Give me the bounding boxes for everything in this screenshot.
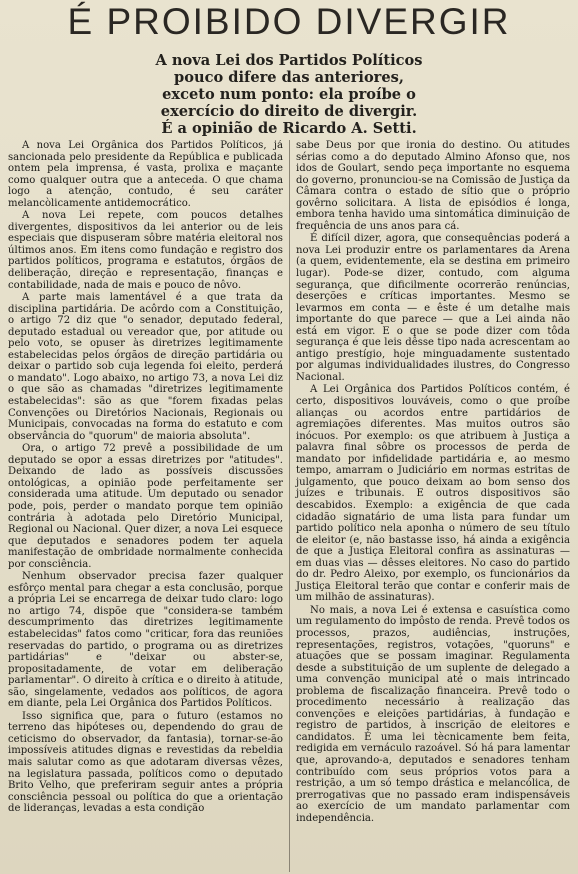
deck-subheading <box>8 52 570 137</box>
article-paragraph: Ora, o artigo 72 prevê a possibilidade de um deputado se opor a essas diretrizes por "atitudes". Deixando de lado as possíveis discussões ontológicas, a opinião pode perfeitamente ser considerada uma atitude. Um deputado ou senador pode, pois, perder o mandato porque tem opinião contrária à adotada pelo Diretório Municipal, Regional ou Nacional. Quer dizer, a nova Lei esquece que deputados e senadores podem ter aquela manifestação de ombridade normalmente conhecida por consciência. <box>8 443 283 570</box>
article-paragraph: No mais, a nova Lei é extensa e casuística como um regulamento do impôsto de renda. Prevê todos os processos, prazos, audiências, instruções, representações, registros, votações, "quoruns" e atuações que se possam imaginar. Regulamenta desde a substituição de um suplente de delegado a uma convenção municipal até o mais intrincado problema de fiscalização financeira. Prevê todo o procedimento necessário à realização das convenções e eleições partidárias, à fundação e registro de partidos, à inscrição de eleitores e candidatos. É uma lei tècnicamente bem feita, redigida em vernáculo razoável. Só há para lamentar que, aprovando-a, deputados e senadores tenham contribuído com seus próprios votos para a restrição, a um só tempo drástica e melancólica, de prerrogativas que no passado eram indispensáveis ao exercício de um mandato parlamentar com independência. <box>296 604 570 824</box>
article-column-right <box>289 140 570 872</box>
article-paragraph: É difícil dizer, agora, que consequências poderá a nova Lei produzir entre os parlamentares da Arena (a quem, evidentemente, ela se destina em primeiro lugar). Pode-se dizer, contudo, com alguma segurança, que dificilmente ocorrerão renúncias, deserções e críticas importantes. Mesmo se levarmos em conta — e êste é um detalhe mais importante do que parece — que a Lei ainda não está em vigor. E o que se pode dizer com tôda segurança é que leis dêsse tipo nada acrescentam ao antigo prestígio, hoje minguadamente sustentado por algumas individualidades ilustres, do Congresso Nacional. <box>296 233 570 383</box>
headline: É PROIBIDO DIVERGIR <box>67 1 511 42</box>
article-paragraph: A nova Lei Orgânica dos Partidos Políticos, já sancionada pelo presidente da República e publicada ontem pela imprensa, é vasta, prolixa e maçante como qualquer outra que a anteceda. O que chama logo a atenção, contudo, é seu caráter melancòlicamente antidemocrático. <box>8 140 283 209</box>
deck-line: exceto num ponto: ela proíbe o <box>162 86 416 103</box>
article-column-left <box>8 140 289 872</box>
deck-line: exercício do direito de divergir. <box>160 103 418 120</box>
article-paragraph: A parte mais lamentável é a que trata da disciplina partidária. De acôrdo com a Constituição, o artigo 72 diz que "o senador, deputado federal, deputado estadual ou vereador que, por atitude ou pelo voto, se opuser às diretrizes legitimamente estabelecidas pelos órgãos de direção partidária ou deixar o partido sob cuja legenda foi eleito, perderá o mandato". Logo abaixo, no artigo 73, a nova Lei diz o que são as chamadas "diretrizes legitimamente estabelecidas": são as que "forem fixadas pelas Convenções ou Diretórios Nacionais, Regionais ou Municipais, convocadas na forma do estatuto e com observância do "quorum" de maioria absoluta". <box>8 292 283 442</box>
article-body <box>8 140 570 872</box>
article-paragraph: Nenhum observador precisa fazer qualquer esfôrço mental para chegar a esta conclusão, porque a própria Lei se encarrega de deixar tudo claro: logo no artigo 74, dispõe que "considera-se também descumprimento das diretrizes legitimamente estabelecidas" fatos como "criticar, fora das reuniões reservadas do partido, o programa ou as diretrizes partidárias" e "deixar ou abster-se, propositadamente, de votar em deliberação parlamentar". O direito à crítica e o direito à atitude, são, singelamente, vedados aos políticos, de agora em diante, pela Lei Orgânica dos Partidos Políticos. <box>8 571 283 710</box>
article-paragraph: Isso significa que, para o futuro (estamos no terreno das hipóteses ou, dependendo do grau de ceticismo do observador, da fantasia), tornar-se-ão impossíveis atitudes dignas e revestidas da rebeldia mais salutar como as que adotaram diversas vêzes, na legislatura passada, políticos como o deputado Brito Velho, que preferiram seguir antes a própria consciência pessoal ou política do que a orientação de lideranças, levadas a esta condição <box>8 710 283 815</box>
article-paragraph: A nova Lei repete, com poucos detalhes divergentes, dispositivos da lei anterior ou de leis especiais que dispuseram sôbre matéria eleitoral nos últimos anos. Em itens como fundação e registro dos partidos políticos, programa e estatutos, órgãos de deliberação, direção e representação, finanças e contabilidade, nada de mais e pouco de nôvo. <box>8 210 283 291</box>
deck-line: pouco difere das anteriores, <box>174 69 404 86</box>
article-paragraph: A Lei Orgânica dos Partidos Políticos contém, é certo, dispositivos louváveis, como o que proíbe alianças ou acordos entre partidários de agremiações diferentes. Mas muitos outros são inócuos. Por exemplo: os que atribuem à Justiça a palavra final sôbre os processos de perda de mandato por infidelidade partidária e, ao mesmo tempo, amarram o Judiciário em normas estritas de julgamento, que pouco deixam ao bom senso dos juízes e tribunais. E outros dispositivos são descabidos. Exemplo: a exigência de que cada cidadão signatário de uma lista para fundar um partido político nela aponha o número de seu título de eleitor (e, não bastasse isso, há ainda a exigência de que a Justiça Eleitoral confira as assinaturas — em duas vias — dêsses eleitores. No caso do partido do dr. Pedro Aleixo, por exemplo, os funcionários da Justiça Eleitoral terão que contar e conferir mais de um milhão de assinaturas). <box>296 384 570 604</box>
deck-line: É a opinião de Ricardo A. Setti. <box>161 120 417 137</box>
article-paragraph: sabe Deus por que ironia do destino. Ou atitudes sérias como a do deputado Almino Afonso que, nos idos de Goulart, sendo peça importante no esquema do governo, pronunciou-se na Comissão de Justiça da Câmara contra o estado de sítio que o próprio govêrno solicitara. A lista de episódios é longa, embora tenha havido uma sintomática diminuição de frequência de uns anos para cá. <box>296 140 570 232</box>
deck-line: A nova Lei dos Partidos Políticos <box>155 52 423 69</box>
